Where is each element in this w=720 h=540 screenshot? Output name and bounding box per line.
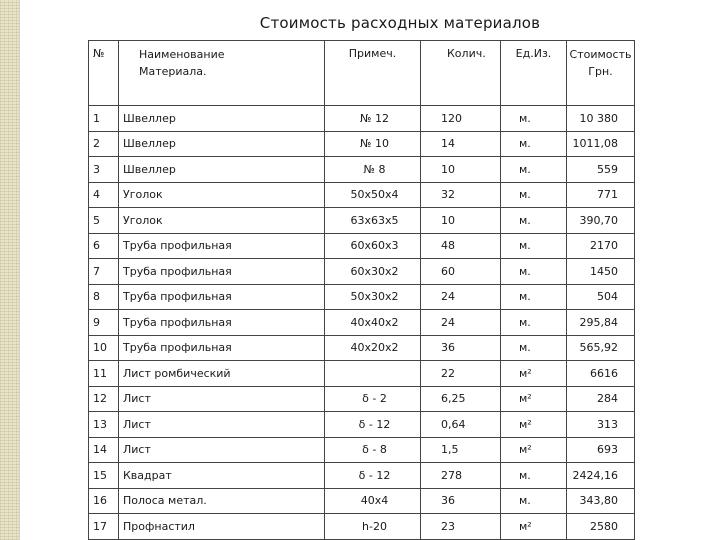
page-title: Стоимость расходных материалов [259, 14, 541, 32]
cell-cost: 295,84 [567, 310, 635, 336]
cell-cost: 10 380 [567, 106, 635, 132]
cell-note: 60х30х2 [325, 259, 421, 285]
header-cost [567, 41, 635, 106]
cell-cost: 2580 [567, 514, 635, 540]
cell-num: 12 [89, 386, 119, 412]
header-name-line1: Наименование [139, 48, 225, 61]
cell-cost: 284 [567, 386, 635, 412]
cell-unit: м² [501, 386, 567, 412]
cell-note: 60х60х3 [325, 233, 421, 259]
table-header-row [89, 41, 635, 106]
table-row [89, 131, 635, 157]
cell-name: Уголок [119, 208, 325, 234]
cell-qty: 10 [421, 157, 501, 183]
cell-num: 15 [89, 463, 119, 489]
cell-name: Уголок [119, 182, 325, 208]
cell-note: δ - 12 [325, 463, 421, 489]
table-row [89, 488, 635, 514]
cell-note: 50х30х2 [325, 284, 421, 310]
cell-num: 1 [89, 106, 119, 132]
cell-cost: 343,80 [567, 488, 635, 514]
cell-cost: 1450 [567, 259, 635, 285]
cell-cost: 2424,16 [567, 463, 635, 489]
table-row [89, 361, 635, 387]
cell-num: 7 [89, 259, 119, 285]
cell-qty: 10 [421, 208, 501, 234]
cell-cost: 693 [567, 437, 635, 463]
cell-unit: м. [501, 233, 567, 259]
header-name [119, 41, 325, 106]
cell-cost: 771 [567, 182, 635, 208]
cell-num: 16 [89, 488, 119, 514]
header-note: Примеч. [325, 41, 421, 106]
cell-cost: 1011,08 [567, 131, 635, 157]
cell-num: 17 [89, 514, 119, 540]
cell-name: Лист [119, 412, 325, 438]
cell-unit: м² [501, 412, 567, 438]
cell-num: 3 [89, 157, 119, 183]
cell-unit: м. [501, 310, 567, 336]
cell-note: 63х63х5 [325, 208, 421, 234]
cell-note: δ - 2 [325, 386, 421, 412]
cell-note: 40х40х2 [325, 310, 421, 336]
header-cost-line2: Грн. [588, 64, 613, 78]
cell-unit: м. [501, 208, 567, 234]
cell-cost: 565,92 [567, 335, 635, 361]
cell-note: h-20 [325, 514, 421, 540]
cell-name: Лист ромбический [119, 361, 325, 387]
table-row [89, 284, 635, 310]
table-row [89, 310, 635, 336]
cell-cost: 390,70 [567, 208, 635, 234]
cell-cost: 6616 [567, 361, 635, 387]
cell-qty: 32 [421, 182, 501, 208]
cell-unit: м. [501, 157, 567, 183]
table-row [89, 106, 635, 132]
cell-note: № 12 [325, 106, 421, 132]
cell-note: 50х50х4 [325, 182, 421, 208]
cell-num: 2 [89, 131, 119, 157]
cell-qty: 6,25 [421, 386, 501, 412]
cell-unit: м. [501, 335, 567, 361]
cell-num: 9 [89, 310, 119, 336]
table-row [89, 335, 635, 361]
cell-qty: 0,64 [421, 412, 501, 438]
cell-qty: 278 [421, 463, 501, 489]
table-row [89, 259, 635, 285]
table-row [89, 437, 635, 463]
cell-num: 8 [89, 284, 119, 310]
cell-name: Лист [119, 386, 325, 412]
table-row [89, 182, 635, 208]
cell-num: 6 [89, 233, 119, 259]
cell-num: 10 [89, 335, 119, 361]
cell-unit: м. [501, 131, 567, 157]
cell-qty: 23 [421, 514, 501, 540]
decorative-side-strip [0, 0, 20, 540]
cell-note [325, 361, 421, 387]
cell-name: Труба профильная [119, 233, 325, 259]
cell-qty: 1,5 [421, 437, 501, 463]
cell-note: № 10 [325, 131, 421, 157]
header-cost-line1: Стоимость [569, 48, 632, 61]
cell-num: 4 [89, 182, 119, 208]
cell-note: δ - 12 [325, 412, 421, 438]
cell-num: 11 [89, 361, 119, 387]
cell-note: № 8 [325, 157, 421, 183]
cell-name: Профнастил [119, 514, 325, 540]
cell-cost: 2170 [567, 233, 635, 259]
table-row [89, 386, 635, 412]
cell-name: Квадрат [119, 463, 325, 489]
cell-name: Лист [119, 437, 325, 463]
cell-qty: 14 [421, 131, 501, 157]
cell-unit: м² [501, 437, 567, 463]
cell-unit: м. [501, 284, 567, 310]
cell-num: 13 [89, 412, 119, 438]
cell-note: 40х4 [325, 488, 421, 514]
table-row [89, 412, 635, 438]
header-unit: Ед.Из. [501, 41, 567, 106]
cell-qty: 60 [421, 259, 501, 285]
cell-qty: 48 [421, 233, 501, 259]
cell-num: 5 [89, 208, 119, 234]
cell-qty: 36 [421, 335, 501, 361]
cell-name: Труба профильная [119, 335, 325, 361]
cell-qty: 120 [421, 106, 501, 132]
table-row [89, 463, 635, 489]
cell-qty: 36 [421, 488, 501, 514]
cell-qty: 24 [421, 284, 501, 310]
cell-unit: м² [501, 361, 567, 387]
cell-note: 40х20х2 [325, 335, 421, 361]
cell-qty: 24 [421, 310, 501, 336]
table-row [89, 233, 635, 259]
cell-unit: м. [501, 463, 567, 489]
cell-unit: м. [501, 488, 567, 514]
cell-name: Швеллер [119, 131, 325, 157]
cell-name: Труба профильная [119, 259, 325, 285]
materials-cost-table [88, 40, 635, 540]
cell-unit: м. [501, 106, 567, 132]
header-qty: Колич. [421, 41, 501, 106]
cell-cost: 313 [567, 412, 635, 438]
cell-name: Швеллер [119, 157, 325, 183]
header-name-line2: Материала. [139, 64, 207, 78]
cell-name: Швеллер [119, 106, 325, 132]
table-row [89, 208, 635, 234]
cell-note: δ - 8 [325, 437, 421, 463]
cell-unit: м. [501, 259, 567, 285]
cell-num: 14 [89, 437, 119, 463]
cell-name: Труба профильная [119, 284, 325, 310]
cell-unit: м. [501, 182, 567, 208]
cell-unit: м² [501, 514, 567, 540]
header-num: № [89, 41, 119, 106]
table-row [89, 514, 635, 540]
cell-cost: 559 [567, 157, 635, 183]
cell-name: Труба профильная [119, 310, 325, 336]
table-row [89, 157, 635, 183]
cell-name: Полоса метал. [119, 488, 325, 514]
cell-qty: 22 [421, 361, 501, 387]
cell-cost: 504 [567, 284, 635, 310]
